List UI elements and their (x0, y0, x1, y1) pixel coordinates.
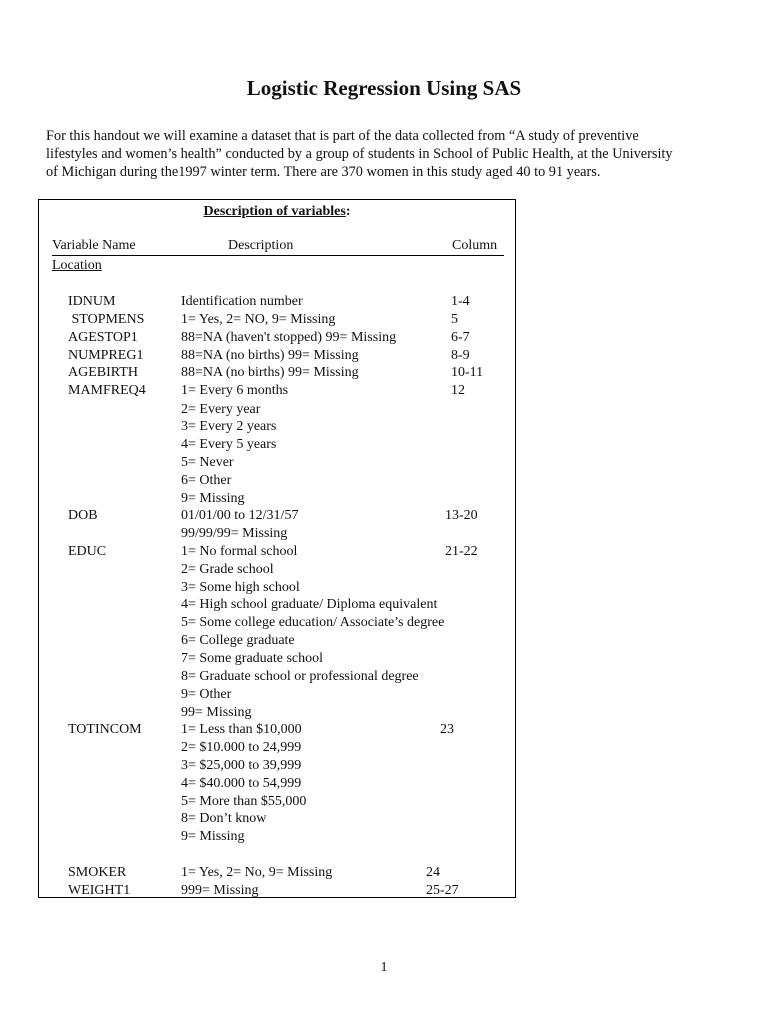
variable-description: 8= Graduate school or professional degree (181, 669, 419, 684)
variable-description: 88=NA (no births) 99= Missing (181, 365, 359, 380)
variable-description: 5= More than $55,000 (181, 794, 307, 809)
variable-column: 23 (440, 722, 454, 737)
variable-name: IDNUM (68, 294, 116, 309)
header-column: Column (452, 238, 498, 253)
variable-description: 9= Missing (181, 829, 245, 844)
variable-description: 1= Yes, 2= NO, 9= Missing (181, 312, 336, 327)
variable-description: 9= Missing (181, 491, 245, 506)
variable-description: 8= Don’t know (181, 811, 267, 826)
variable-description: 3= Every 2 years (181, 419, 277, 434)
variable-name: MAMFREQ4 (68, 383, 146, 398)
variable-description: 6= College graduate (181, 633, 295, 648)
variable-description: 7= Some graduate school (181, 651, 324, 666)
variable-column: 21-22 (445, 544, 478, 559)
variable-description: 1= Yes, 2= No, 9= Missing (181, 865, 333, 880)
variable-description: 01/01/00 to 12/31/57 (181, 508, 299, 523)
variable-description: 88=NA (no births) 99= Missing (181, 348, 359, 363)
intro-line: For this handout we will examine a dataset that is part of the data collected from “A study of preventive (46, 128, 639, 144)
variable-description: 3= $25,000 to 39,999 (181, 758, 302, 773)
variable-description: 99= Missing (181, 705, 252, 720)
variables-table-title-colon: : (345, 204, 351, 219)
variable-name: EDUC (68, 544, 107, 559)
header-variable-name: Variable Name (52, 238, 136, 253)
variable-name: SMOKER (68, 865, 127, 880)
variable-name: TOTINCOM (68, 722, 142, 737)
variable-column: 12 (451, 383, 465, 398)
variables-table-title-text: Description of variables (203, 204, 346, 219)
variable-name: AGESTOP1 (68, 330, 138, 345)
variable-name: STOPMENS (68, 312, 145, 327)
variable-description: 5= Never (181, 455, 234, 470)
variable-name: WEIGHT1 (68, 883, 131, 898)
variable-description: 99/99/99= Missing (181, 526, 288, 541)
variable-column: 25-27 (426, 883, 459, 898)
variable-description: 1= Less than $10,000 (181, 722, 302, 737)
intro-line: lifestyles and women’s health” conducted by a group of students in School of Public Health, at the University (46, 146, 673, 162)
intro-paragraph (46, 127, 736, 181)
header-divider (52, 255, 504, 256)
header-location: Location (52, 258, 102, 273)
variable-description: 1= No formal school (181, 544, 298, 559)
variable-description: 4= High school graduate/ Diploma equivalent (181, 597, 438, 612)
variable-description: 9= Other (181, 687, 232, 702)
page-title: Logistic Regression Using SAS (246, 76, 522, 100)
variables-table-box (38, 199, 516, 898)
variable-description: Identification number (181, 294, 303, 309)
variable-description: 2= $10.000 to 24,999 (181, 740, 302, 755)
page-number: 1 (380, 960, 388, 975)
variable-column: 13-20 (445, 508, 478, 523)
variable-column: 5 (451, 312, 458, 327)
variable-description: 88=NA (haven't stopped) 99= Missing (181, 330, 397, 345)
variable-description: 1= Every 6 months (181, 383, 289, 398)
variables-table-title (39, 204, 515, 220)
variable-column: 6-7 (451, 330, 470, 345)
variable-description: 4= Every 5 years (181, 437, 277, 452)
variable-description: 2= Grade school (181, 562, 274, 577)
variable-description: 6= Other (181, 473, 232, 488)
variable-name: AGEBIRTH (68, 365, 138, 380)
variable-column: 8-9 (451, 348, 470, 363)
variable-description: 3= Some high school (181, 580, 300, 595)
variable-description: 2= Every year (181, 402, 261, 417)
variable-column: 24 (426, 865, 440, 880)
intro-line: of Michigan during the1997 winter term. There are 370 women in this study aged 40 to 91 years. (46, 164, 601, 180)
variable-name: DOB (68, 508, 98, 523)
variable-description: 999= Missing (181, 883, 259, 898)
variable-description: 4= $40.000 to 54,999 (181, 776, 302, 791)
variable-name: NUMPREG1 (68, 348, 144, 363)
variable-description: 5= Some college education/ Associate’s degree (181, 615, 445, 630)
variable-column: 10-11 (451, 365, 484, 380)
variable-column: 1-4 (451, 294, 470, 309)
header-description: Description (228, 238, 294, 253)
